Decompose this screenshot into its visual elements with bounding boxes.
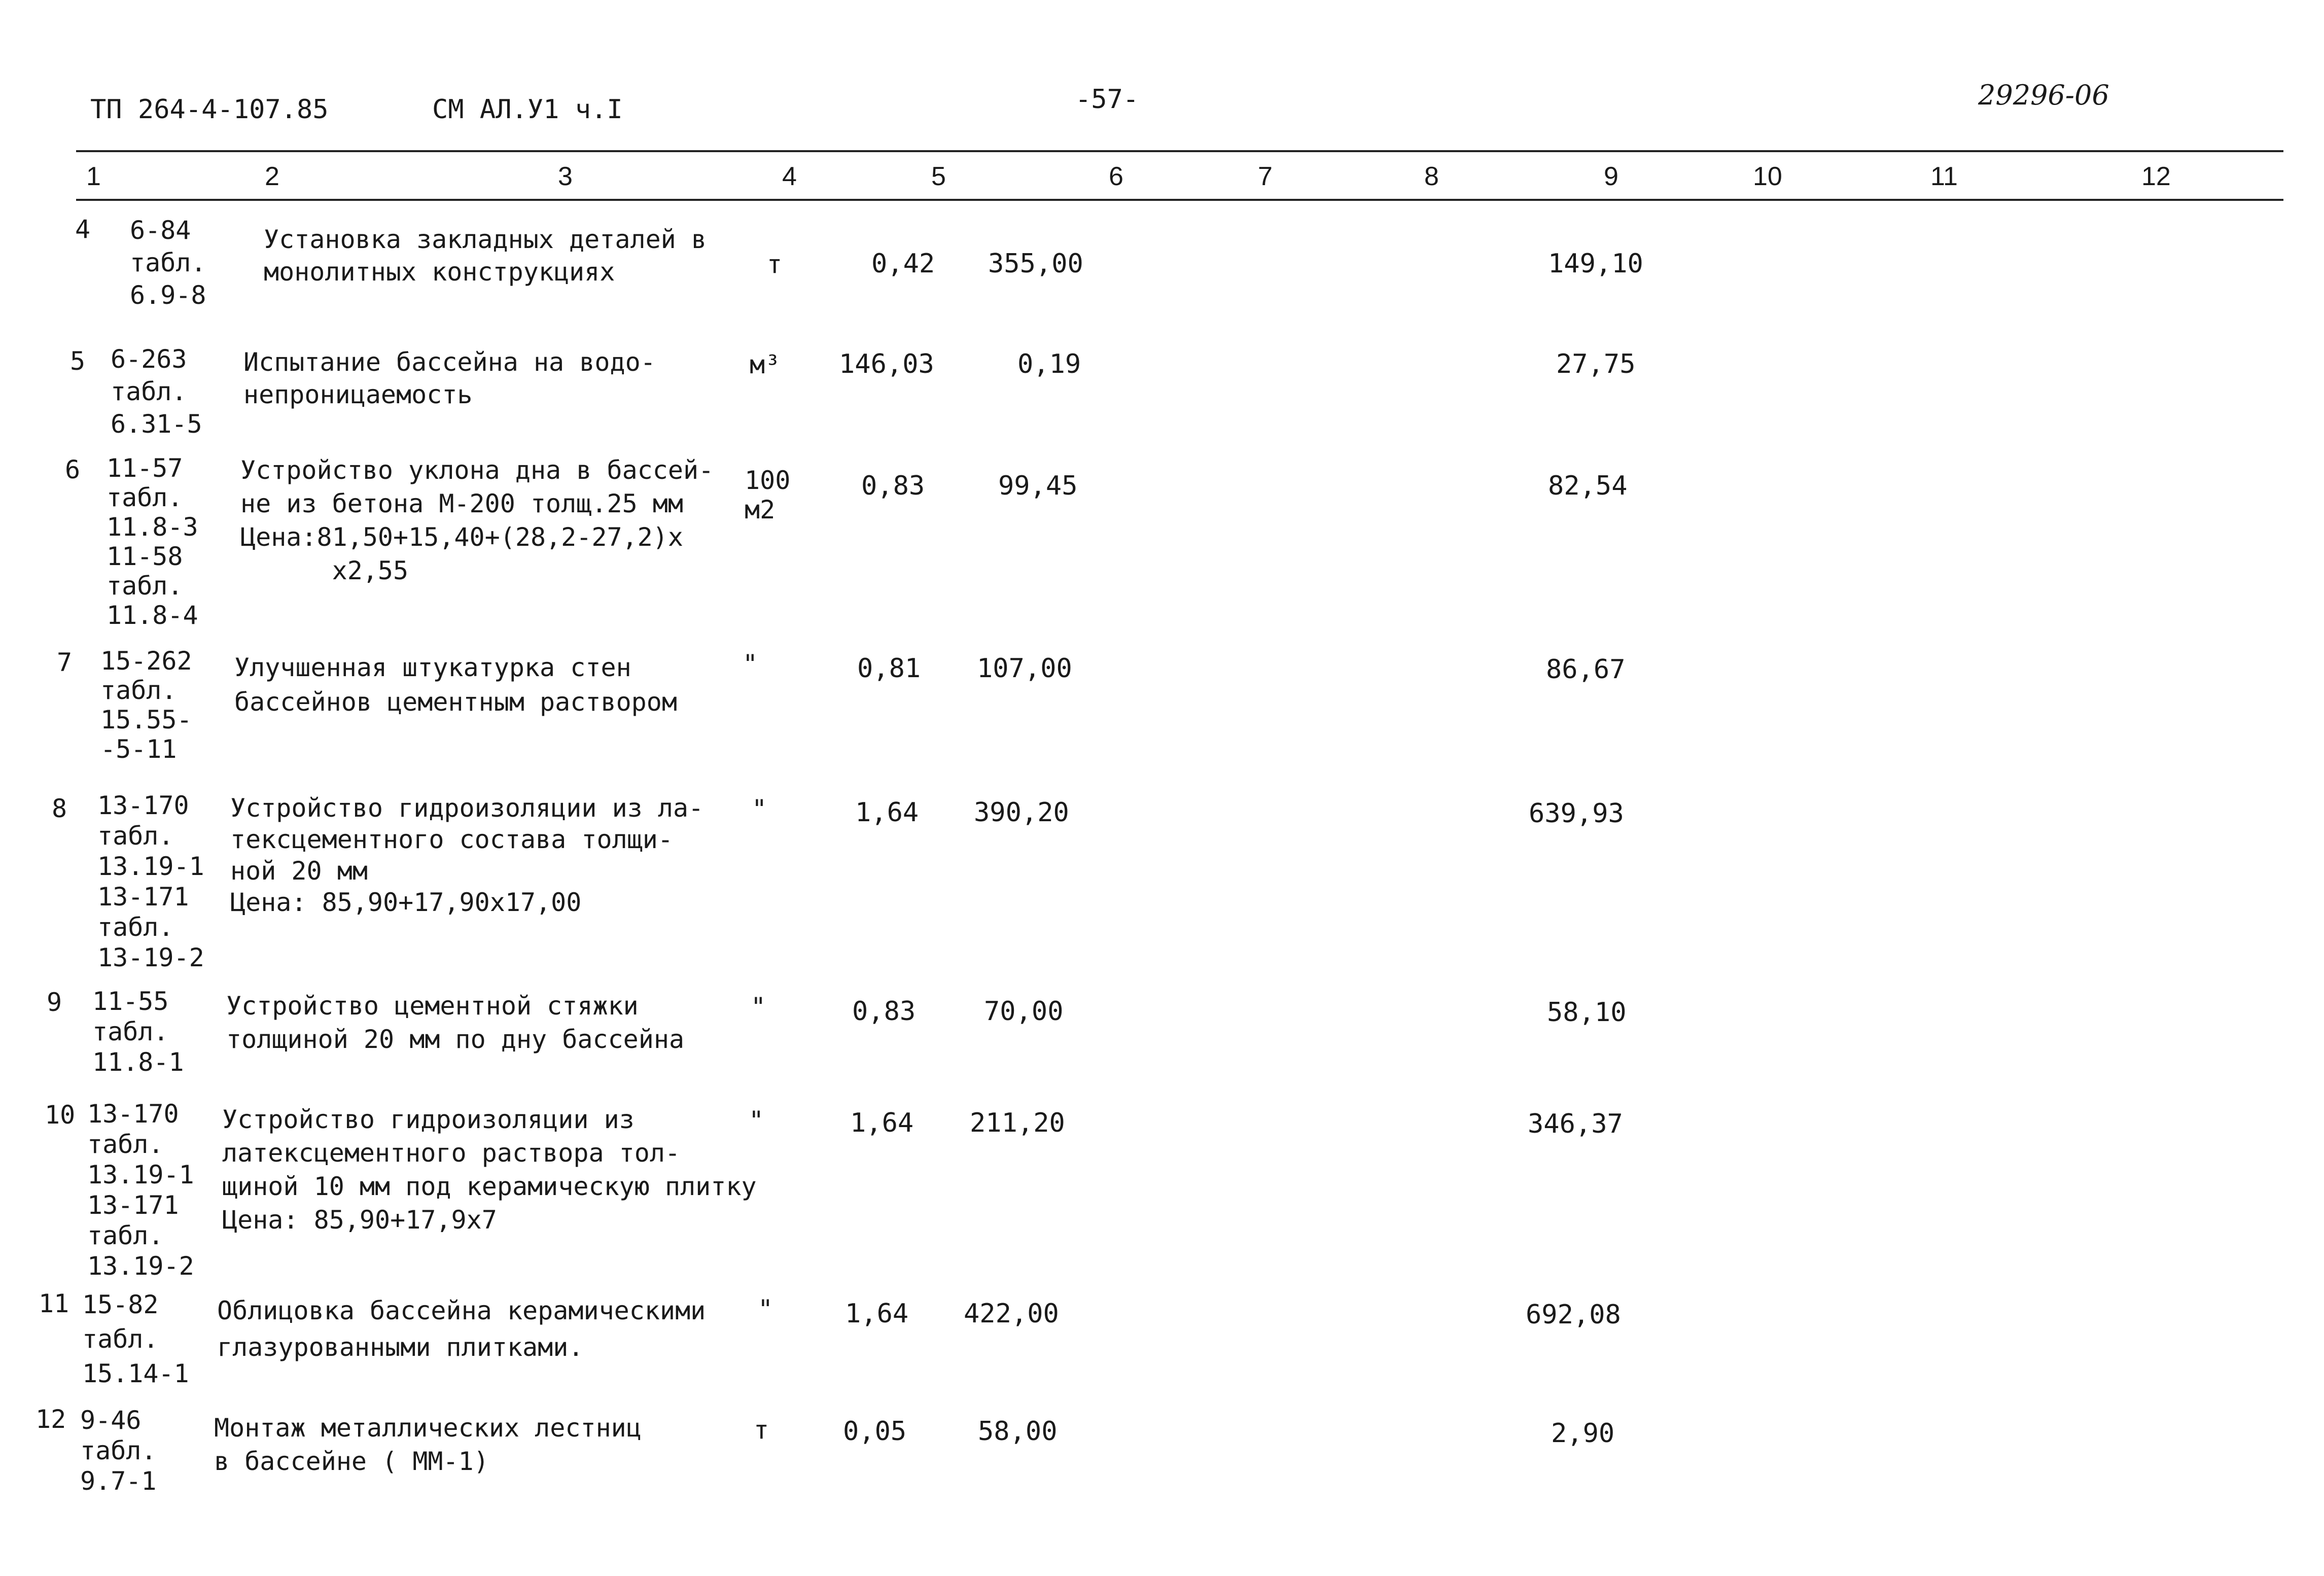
norm-code: 11-57 табл. 11.8-3 11-58 табл. 11.8-4 (107, 453, 198, 630)
unit-of-measure: " (758, 1294, 773, 1324)
work-description: Облицовка бассейна керамическими глазурованными плитками. (217, 1296, 706, 1362)
unit-price: 0,19 (1017, 349, 1081, 379)
column-number: 5 (931, 162, 946, 191)
column-number: 8 (1424, 162, 1439, 191)
unit-of-measure: " (751, 992, 766, 1022)
quantity: 0,42 (871, 249, 935, 279)
work-description: Устройство уклона дна в бассей- не из бетона М-200 толщ.25 мм Цена:81,50+15,40+(28,2-27,2)х х2,55 (240, 456, 714, 585)
row-number: 6 (65, 455, 81, 484)
work-description: Установка закладных деталей в монолитных конструкциях (264, 225, 707, 287)
row-number: 7 (57, 648, 73, 677)
column-number: 1 (86, 162, 101, 191)
row-number: 4 (75, 215, 91, 244)
total-cost: 639,93 (1529, 798, 1624, 829)
norm-code: 6-84 табл. 6.9-8 (130, 216, 206, 310)
norm-code: 15-82 табл. 15.14-1 (82, 1290, 189, 1388)
row-number: 11 (39, 1289, 69, 1318)
total-cost: 692,08 (1526, 1300, 1621, 1330)
total-cost: 86,67 (1546, 654, 1626, 685)
row-number: 8 (52, 794, 67, 823)
unit-price: 390,20 (974, 797, 1069, 828)
quantity: 0,83 (861, 471, 925, 501)
norm-code: 13-170 табл. 13.19-1 13-171 табл. 13-19-2 (97, 791, 204, 972)
quantity: 1,64 (845, 1299, 909, 1329)
quantity: 0,83 (852, 996, 916, 1027)
unit-of-measure: " (743, 649, 758, 679)
norm-code: 11-55 табл. 11.8-1 (92, 987, 184, 1077)
total-cost: 2,90 (1551, 1418, 1615, 1449)
unit-price: 58,00 (978, 1416, 1058, 1447)
column-number: 9 (1604, 162, 1618, 191)
total-cost: 149,10 (1548, 249, 1643, 279)
unit-price: 70,00 (984, 996, 1064, 1027)
unit-price: 422,00 (964, 1299, 1059, 1329)
quantity: 0,05 (843, 1416, 907, 1447)
row-number: 12 (36, 1405, 66, 1434)
column-number: 6 (1109, 162, 1123, 191)
norm-code: 6-263 табл. 6.31-5 (111, 344, 202, 439)
total-cost: 346,37 (1528, 1109, 1623, 1139)
unit-price: 99,45 (998, 471, 1078, 501)
album-code: СМ АЛ.У1 ч.I (432, 94, 623, 125)
unit-of-measure: 100 м2 (745, 466, 791, 524)
work-description: Монтаж металлических лестниц в бассейне ( ММ-1) (214, 1413, 642, 1476)
quantity: 1,64 (850, 1108, 914, 1138)
norm-code: 13-170 табл. 13.19-1 13-171 табл. 13.19-2 (87, 1099, 194, 1281)
quantity: 0,81 (857, 653, 921, 684)
quantity: 146,03 (839, 349, 934, 379)
column-number: 3 (558, 162, 573, 191)
unit-of-measure: м³ (750, 350, 781, 379)
quantity: 1,64 (855, 797, 919, 828)
column-number: 2 (265, 162, 279, 191)
page-number: -57- (1075, 84, 1139, 115)
header-bottom-rule (76, 199, 2283, 201)
column-number: 11 (1930, 162, 1958, 191)
column-number: 7 (1258, 162, 1273, 191)
row-number: 5 (70, 346, 86, 376)
unit-price: 107,00 (977, 653, 1072, 684)
work-description: Устройство гидроизоляции из ла- тексцементного состава толщи- ной 20 мм Цена: 85,90+17,90х17,00 (230, 793, 704, 917)
unit-price: 355,00 (988, 249, 1083, 279)
unit-of-measure: " (752, 794, 767, 824)
inventory-number: 29296-06 (1978, 79, 2109, 111)
norm-code: 15-262 табл. 15.55- -5-11 (100, 646, 192, 764)
work-description: Устройство цементной стяжки толщиной 20 мм по дну бассейна (226, 991, 685, 1054)
work-description: Устройство гидроизоляции из латексцементного раствора тол- щиной 10 мм под керамическую плитку Цена: 85,90+17,9х7 (222, 1105, 757, 1235)
unit-of-measure: т (767, 250, 783, 279)
column-number: 4 (782, 162, 797, 191)
row-number: 10 (45, 1100, 76, 1130)
total-cost: 27,75 (1556, 349, 1636, 379)
unit-price: 211,20 (970, 1108, 1065, 1138)
unit-of-measure: " (749, 1106, 764, 1135)
total-cost: 82,54 (1548, 471, 1628, 501)
work-description: Улучшенная штукатурка стен бассейнов цементным раствором (234, 653, 677, 717)
norm-code: 9-46 табл. 9.7-1 (80, 1406, 157, 1496)
row-number: 9 (47, 988, 62, 1017)
unit-of-measure: т (754, 1415, 769, 1445)
total-cost: 58,10 (1547, 997, 1627, 1028)
column-number: 10 (1753, 162, 1782, 191)
column-number: 12 (2141, 162, 2171, 191)
header-top-rule (76, 150, 2283, 152)
work-description: Испытание бассейна на водо- непроницаемость (243, 347, 656, 409)
document-code: ТП 264-4-107.85 (90, 94, 329, 125)
